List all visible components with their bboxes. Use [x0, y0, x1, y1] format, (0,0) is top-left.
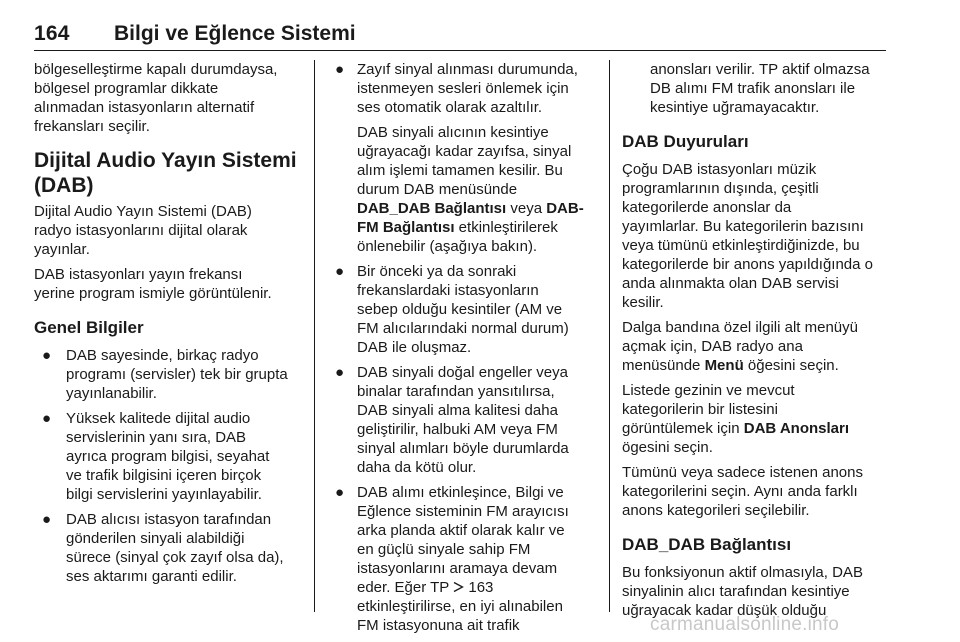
bullet-dot-icon: ● [42, 511, 52, 528]
column-3 [622, 60, 892, 626]
watermark: carmanualsonline.info [650, 614, 840, 635]
column-2 [332, 60, 594, 641]
cross-reference-arrow-icon [453, 581, 464, 593]
dab-station-paragraph: DAB istasyonları yayın frekansı yerine program ismiyle görüntülenir. [34, 266, 272, 302]
bullet-item: ● DAB alımı etkinleşince, Bilgi ve Eğlence sisteminin FM arayıcısı arka planda aktif olarak kalır ve en güçlü sinyale sahip FM istasyonlarını aramaya devam eder. Eğer TP 163 etkinleştirilirse, en iyi alınabilen FM istasyonuna ait trafik [335, 484, 569, 634]
page-reference-link[interactable]: 163 [468, 579, 494, 596]
column-divider-2 [609, 60, 610, 612]
bullet-item: ● DAB sinyali doğal engeller veya binalar tarafından yansıtılırsa, DAB sinyali alma kalitesi daha geliştirilir, halbuki AM veya FM sinyal alımları böyle durumlarda daha da kötü olur. [335, 364, 569, 476]
menu-term-dab-fm-link: DAB- [546, 200, 584, 217]
dab-intro-paragraph: Dijital Audio Yayın Sistemi (DAB) radyo istasyonlarını dijital olarak yayınlar. [34, 203, 252, 258]
menu-instruction-paragraph: Dalga bandına özel ilgili alt menüyü açmak için, DAB radyo ana menüsünde Menü öğesini seçin. [622, 319, 858, 374]
bullet-dot-icon: ● [335, 484, 345, 501]
menu-term-dab-announcements: DAB Anonsları [743, 420, 850, 437]
announcements-paragraph: Çoğu DAB istasyonları müzik programlarının dışında, çeşitli kategorilerde anonslar da yayımlarlar. Bu kategorilerin bazısını veya tümünü etkinleştirdiğinizde, bu kategorilerde bir anons yapıldığında o anda alınmakta olan DAB servisi kesilir. [622, 161, 874, 311]
subheading-general-info: Genel Bilgiler [34, 318, 144, 337]
bullet-item: ● Yüksek kalitede dijital audio servislerinin yanı sıra, DAB ayrıca program bilgisi, seyahat ve trafik bilgisini içeren birçok bilgi servislerini yayınlayabilir. [42, 410, 270, 503]
section-heading-dab: Dijital Audio Yayın Sistemi (DAB) [34, 149, 297, 197]
running-title: Bilgi ve Eğlence Sistemi [114, 22, 356, 45]
subheading-dab-link: DAB_DAB Bağlantısı [622, 535, 792, 554]
bullet-item: ● DAB alıcısı istasyon tarafından gönderilen sinyali alabildiği sürece (sinyal çok zayıf olsa da), ses aktarımı garanti edilir. [42, 511, 284, 585]
select-categories-paragraph: Tümünü veya sadece istenen anons kategorilerini seçin. Aynı anda farklı anons kategorileri seçilebilir. [622, 464, 863, 519]
bullet-item: ● Bir önceki ya da sonraki frekanslardaki istasyonların sebep olduğu kesintiler (AM ve FM alıcılarındaki normal durum) DAB ile oluşmaz. [335, 263, 569, 356]
bullet-item: ● Zayıf sinyal alınması durumunda, istenmeyen sesleri önlemek için ses otomatik olarak azaltılır. [335, 61, 578, 116]
continued-bullet-text: anonsları verilir. TP aktif olmazsa DB alımı FM trafik anonsları ile kesintiye uğramayacaktır. [650, 61, 870, 116]
bullet-dot-icon: ● [42, 410, 52, 427]
bullet-dot-icon: ● [335, 263, 345, 280]
bullet-dot-icon: ● [335, 61, 345, 78]
page-number: 164 [34, 22, 70, 45]
bullet-dot-icon: ● [42, 347, 52, 364]
menu-term-dab-link: DAB_DAB Bağlantısı [357, 200, 507, 217]
dab-link-paragraph: Bu fonksiyonun aktif olmasıyla, DAB sinyalinin alıcı tarafından kesintiye uğrayacak kadar düşük olduğu [622, 564, 863, 619]
bullet-subparagraph: DAB sinyali alıcının kesintiye uğrayacağı kadar zayıfsa, sinyal alım işlemi tamamen kesilir. Bu durum DAB menüsünde DAB_DAB Bağlantısı veya DAB- FM Bağlantısı etkinleştirilerek önlenebilir (aşağıya bakın). [357, 124, 584, 255]
page-header [34, 22, 886, 51]
column-divider-1 [314, 60, 315, 612]
subheading-dab-announcements: DAB Duyuruları [622, 132, 749, 151]
bullet-item: ● DAB sayesinde, birkaç radyo programı (servisler) tek bir grupta yayınlanabilir. [42, 347, 288, 402]
menu-term-menu: Menü [704, 357, 744, 374]
list-instruction-paragraph: Listede gezinin ve mevcut kategorilerin bir listesini görüntülemek için DAB Anonsları ögesini seçin. [622, 382, 850, 456]
intro-paragraph: bölgeselleştirme kapalı durumdaysa, bölgesel programlar dikkate alınmadan istasyonların alternatif frekansları seçilir. [34, 61, 278, 135]
bullet-dot-icon: ● [335, 364, 345, 381]
column-1 [34, 60, 306, 592]
